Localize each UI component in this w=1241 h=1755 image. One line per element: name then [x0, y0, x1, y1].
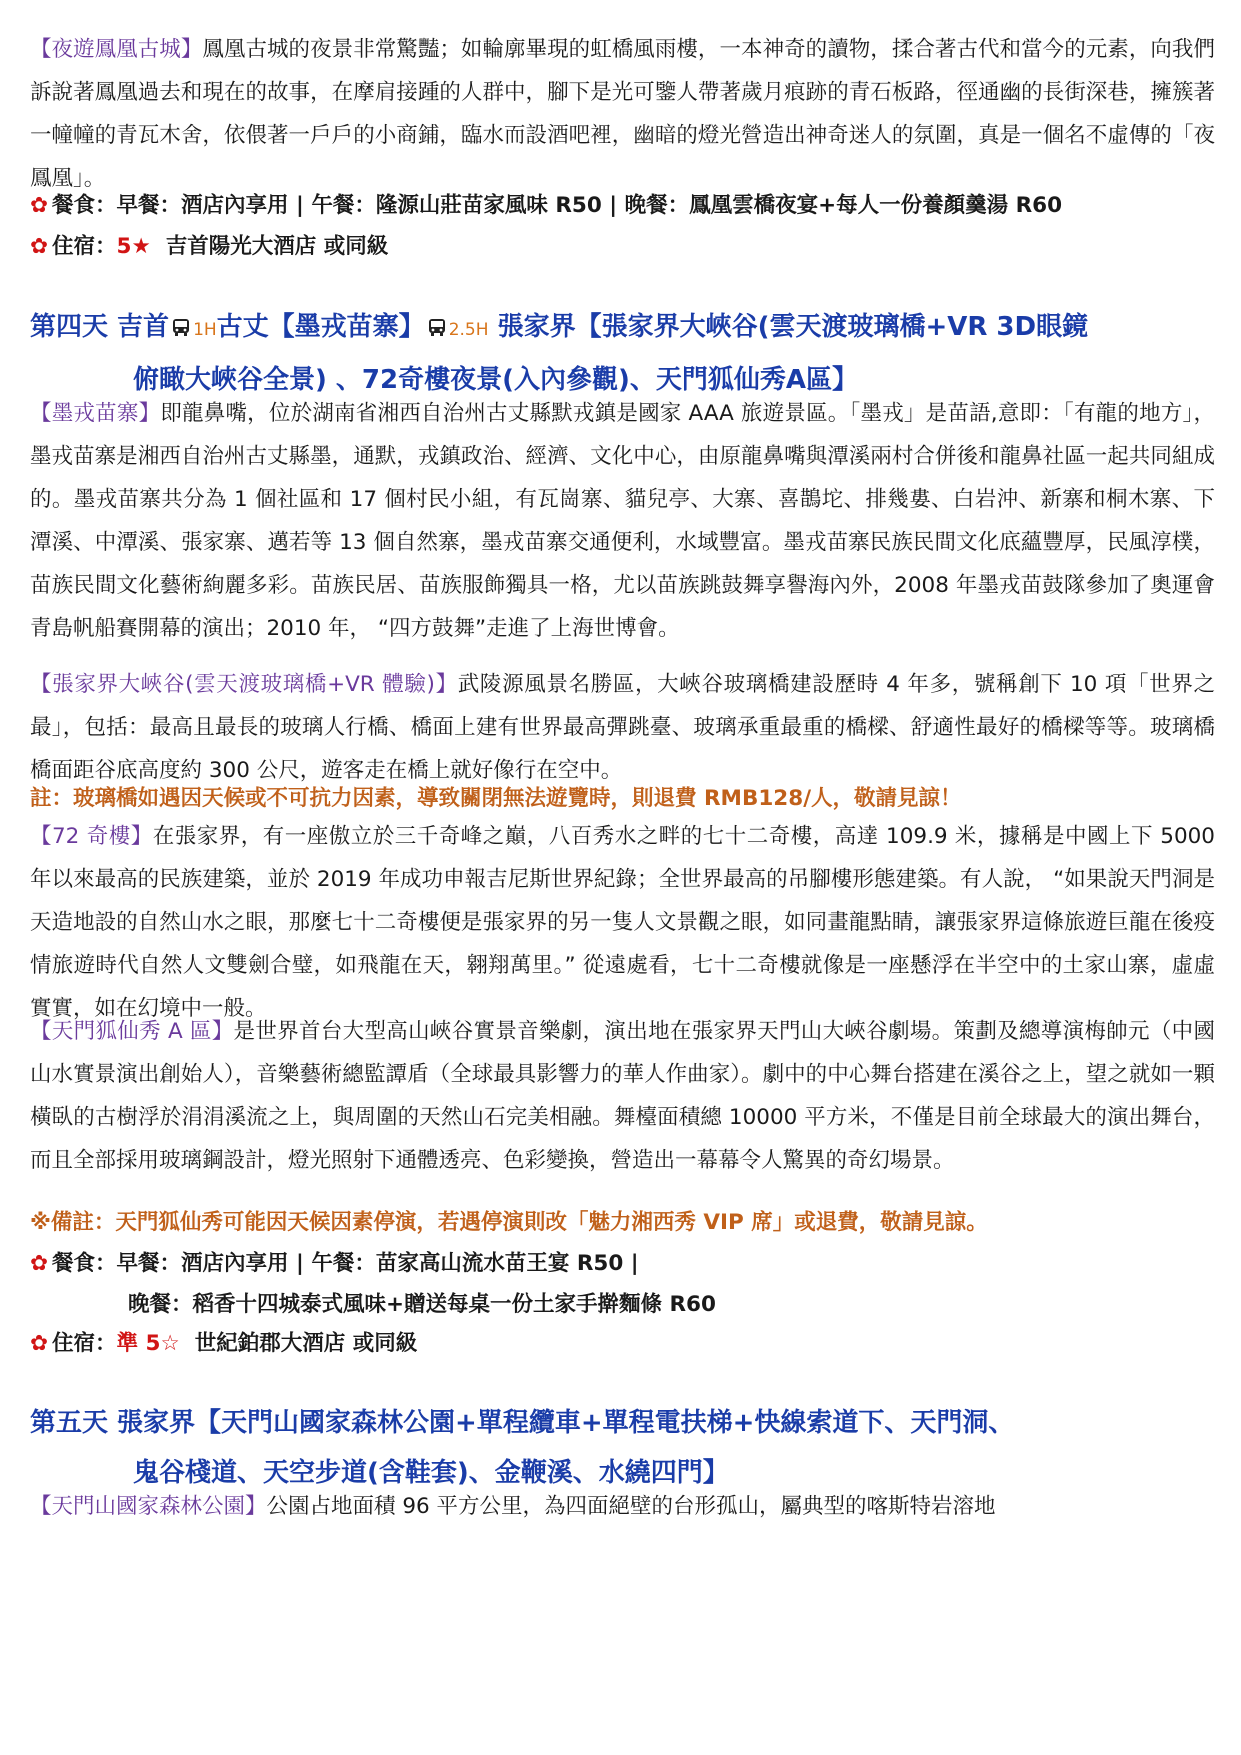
paragraph-heading: 【天門山國家森林公園】	[30, 1494, 267, 1519]
paragraph-text: 武陵源風景名勝區，大峽谷玻璃橋建設歷時 4 年多，號稱創下 10 項「世界之最」，包括：最高且最長的玻璃人行橋、橋面上建有世界最高彈跳臺、玻璃承重最重的橋樑、舒適性最好的橋樑等等。玻璃橋橋面距谷底高度約 300 公尺，遊客走在橋上就好像行在空中。	[30, 672, 1215, 783]
paragraph-heading: 【72 奇樓】	[30, 824, 153, 849]
day4-heading-line1	[30, 302, 1220, 355]
day4-title-part: 第四天 吉首	[30, 312, 170, 342]
duration-2: 2.5H	[448, 320, 489, 340]
paragraph-72-towers	[30, 815, 1215, 1030]
paragraph-text: 鳳凰古城的夜景非常驚豔；如輪廓畢現的虹橋風雨樓，一本神奇的讀物，揉合著古代和當今的元素，向我們訴說著鳳凰過去和現在的故事，在摩肩接踵的人群中，腳下是光可鑒人帶著歲月痕跡的青石板路，徑通幽的長街深巷，擁簇著一幢幢的青瓦木舍，依偎著一戶戶的小商鋪，臨水而設酒吧裡，幽暗的燈光營造出神奇迷人的氛圍，真是一個名不虛傳的「夜鳳凰」。	[30, 37, 1215, 191]
flower-icon: ✿	[30, 1251, 49, 1276]
paragraph-grand-canyon	[30, 663, 1215, 792]
day4-title-part: 古丈【墨戎苗寨】	[216, 312, 425, 342]
flower-icon: ✿	[30, 193, 49, 218]
meals-day3	[30, 184, 1220, 228]
duration-1: 1H	[193, 320, 217, 340]
bus-icon	[171, 305, 191, 355]
paragraph-phoenix-night	[30, 28, 1215, 200]
flower-icon: ✿	[30, 1331, 49, 1356]
day4-title-part: 張家界【張家界大峽谷(雲天渡玻璃橋+VR 3D眼鏡	[488, 312, 1089, 342]
paragraph-text: 公園占地面積 96 平方公里，為四面絕壁的台形孤山，屬典型的喀斯特岩溶地	[266, 1494, 996, 1519]
paragraph-text: 是世界首台大型高山峽谷實景音樂劇，演出地在張家界天門山大峽谷劇場。策劃及總導演梅帥元（中國山水實景演出創始人），音樂藝術總監譚盾（全球最具影響力的華人作曲家）。劇中的中心舞台搭建在溪谷之上，望之就如一顆橫臥的古樹浮於涓涓溪流之上，與周圍的天然山石完美相融。舞檯面積總 10000 平方米，不僅是目前全球最大的演出舞台，而且全部採用玻璃鋼設計，燈光照射下通體透亮、色彩變換，營造出一幕幕令人驚異的奇幻場景。	[30, 1019, 1215, 1173]
flower-icon: ✿	[30, 234, 49, 259]
paragraph-text: 在張家界，有一座傲立於三千奇峰之巔，八百秀水之畔的七十二奇樓，高達 109.9 米，據稱是中國上下 5000 年以來最高的民族建築，並於 2019 年成功申報吉尼斯世界紀錄；全世界最高的吊腳樓形態建築。有人說， “如果說天門洞是天造地設的自然山水之眼，那麼七十二奇樓便是張家界的另一隻人文景觀之眼，如同畫龍點睛，讓張家界這條旅遊巨龍在後疫情旅遊時代自然人文雙劍合璧，如飛龍在天，翱翔萬里。” 從遠處看，七十二奇樓就像是一座懸浮在半空中的土家山寨，虛虛實實，如在幻境中一般。	[30, 824, 1215, 1021]
paragraph-heading: 【天門狐仙秀 A 區】	[30, 1019, 234, 1044]
paragraph-morong-miao-village	[30, 392, 1215, 650]
day5-heading-line1: 第五天 張家界【天門山國家森林公園+單程纜車+單程電扶梯+快線索道下、天門洞、	[30, 1408, 1015, 1438]
bus-icon	[427, 305, 447, 355]
day5-heading-line2: 鬼谷棧道、天空步道(含鞋套)、金鞭溪、水繞四門】	[133, 1458, 729, 1488]
day4-heading	[30, 302, 1220, 405]
hotel-stars: 5★	[116, 234, 151, 259]
hotel-name: 吉首陽光大酒店 或同級	[165, 234, 389, 259]
note-glass-bridge: 註：玻璃橋如遇因天候或不可抗力因素，導致關閉無法遊覽時，則退費 RMB128/人，敬請見諒！	[30, 786, 962, 811]
paragraph-text: 即龍鼻嘴，位於湖南省湘西自治州古丈縣默戎鎮是國家 AAA 旅遊景區。「墨戎」是苗語,意即：「有龍的地方」，墨戎苗寨是湘西自治州古丈縣墨，通默，戎鎮政治、經濟、文化中心，由原龍鼻嘴與潭溪兩村合併後和龍鼻社區一起共同組成的。墨戎苗寨共分為 1 個社區和 17 個村民小組，有瓦崗寨、貓兒亭、大寨、喜鵲坨、排幾婁、白岩沖、新寨和桐木寨、下潭溪、中潭溪、張家寨、邁若等 13 個自然寨，墨戎苗寨交通便利，水域豐富。墨戎苗寨民族民間文化底蘊豐厚，民風淳樸，苗族民間文化藝術絢麗多彩。苗族民居、苗族服飾獨具一格，尤以苗族跳鼓舞享譽海內外，2008 年墨戎苗鼓隊參加了奧運會青島帆船賽開幕的演出；2010 年， “四方鼓舞”走進了上海世博會。	[30, 401, 1215, 641]
paragraph-fox-show	[30, 1010, 1215, 1182]
hotel-name: 世紀鉑郡大酒店 或同級	[194, 1331, 418, 1356]
hotel-label: 住宿：	[52, 1331, 117, 1356]
paragraph-heading: 【張家界大峽谷(雲天渡玻璃橋+VR 體驗)】	[30, 672, 458, 697]
note-fox-show: ※備註：天門狐仙秀可能因天候因素停演，若遇停演則改「魅力湘西秀 VIP 席」或退費，敬請見諒。	[30, 1210, 988, 1235]
paragraph-heading: 【墨戎苗寨】	[30, 401, 161, 426]
hotel-label: 住宿：	[52, 234, 117, 259]
day4-heading-line2: 俯瞰大峽谷全景) 、72奇樓夜景(入內參觀)、天門狐仙秀A區】	[133, 365, 859, 395]
paragraph-tianmen-park	[30, 1485, 1215, 1528]
hotel-day4	[30, 1322, 1220, 1366]
hotel-stars: 準 5☆	[116, 1331, 180, 1356]
day5-heading	[30, 1398, 1220, 1498]
meals-text: 餐食：早餐：酒店內享用 | 午餐：苗家高山流水苗王宴 R50 |	[52, 1251, 639, 1276]
meals-text: 餐食：早餐：酒店內享用 | 午餐：隆源山莊苗家風味 R50 | 晚餐：鳳凰雲橋夜宴+每人一份養顏羹湯 R60	[52, 193, 1063, 218]
meals-day4-line2: 晚餐：稻香十四城泰式風味+贈送每桌一份土家手擀麵條 R60	[128, 1292, 716, 1317]
meals-day4-line1	[30, 1242, 1220, 1286]
hotel-day3	[30, 225, 1220, 269]
paragraph-heading: 【夜遊鳳凰古城】	[30, 37, 203, 62]
